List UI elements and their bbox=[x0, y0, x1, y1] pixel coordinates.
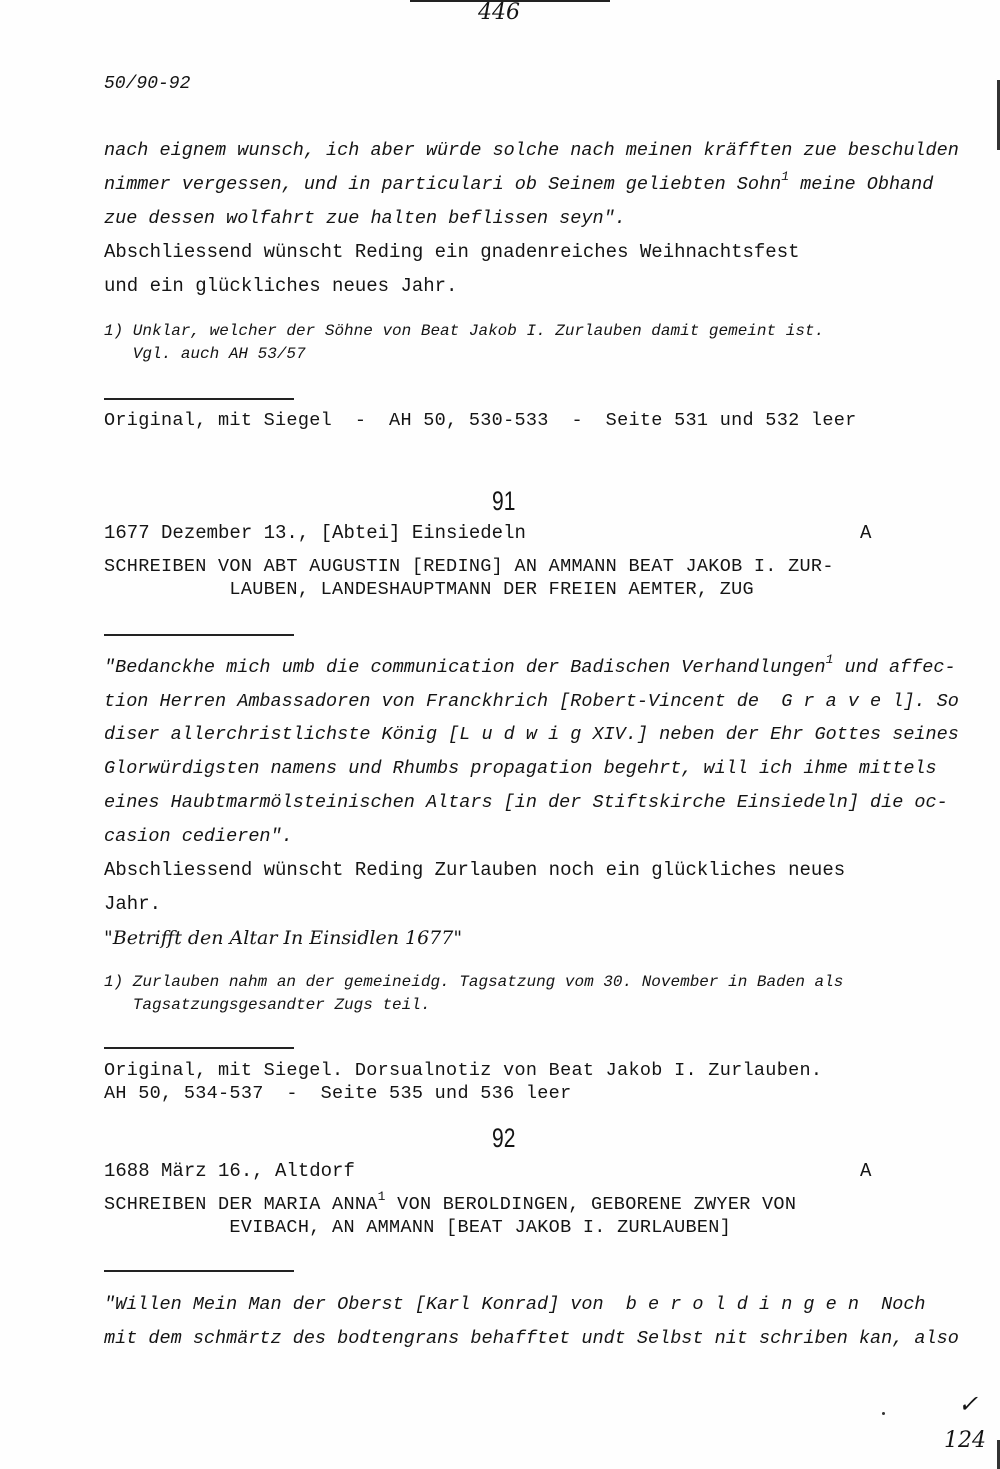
quote-line: casion cedieren". bbox=[104, 826, 293, 847]
footnote-marker: 1 bbox=[377, 1189, 386, 1204]
entry-number: 92 bbox=[492, 1123, 516, 1153]
entry-title-line: LAUBEN, LANDESHAUPTMANN DER FREIEN AEMTER, ZUG bbox=[104, 579, 754, 600]
summary-line: Abschliessend wünscht Reding ein gnadenreiches Weihnachtsfest bbox=[104, 241, 800, 263]
quote-line: "Bedanckhe mich umb die communication der Badischen Verhandlungen$^1$ und affec- bbox=[104, 652, 956, 678]
dorsual-note: "Betrifft den Altar In Einsidlen 1677" bbox=[104, 927, 463, 949]
quote-line: tion Herren Ambassadoren von Franckhrich [Robert-Vincent de G r a v e l]. So bbox=[104, 691, 959, 712]
quote-line: nimmer vergessen, und in particulari ob Seinem geliebten Sohn$^1$ meine Obhand bbox=[104, 169, 934, 195]
footnote-marker: 1 bbox=[781, 169, 790, 184]
ink-dot bbox=[882, 1412, 885, 1415]
entry-mark: A bbox=[860, 522, 872, 544]
handwritten-folio-number: 446 bbox=[478, 0, 520, 25]
summary-line: Abschliessend wünscht Reding Zurlauben noch ein glückliches neues bbox=[104, 859, 846, 881]
entry-title-line: SCHREIBEN DER MARIA ANNA$^1$ VON BEROLDINGEN, GEBORENE ZWYER VON bbox=[104, 1189, 797, 1215]
quote-line: nach eignem wunsch, ich aber würde solche nach meinen kräfften zue beschulden bbox=[104, 140, 959, 161]
source-note: AH 50, 534-537 - Seite 535 und 536 leer bbox=[104, 1083, 572, 1104]
footnote-line: Tagsatzungsgesandter Zugs teil. bbox=[104, 996, 431, 1014]
entry-date-line: 1677 Dezember 13., [Abtei] Einsiedeln bbox=[104, 522, 526, 544]
summary-line: Jahr. bbox=[104, 893, 162, 915]
source-note: Original, mit Siegel. Dorsualnotiz von Beat Jakob I. Zurlauben. bbox=[104, 1060, 823, 1081]
separator-rule bbox=[104, 398, 294, 400]
check-mark: ✓ bbox=[958, 1390, 979, 1418]
separator-rule bbox=[104, 1270, 294, 1272]
entry-title-line: EVIBACH, AN AMMANN [BEAT JAKOB I. ZURLAUBEN] bbox=[104, 1217, 732, 1238]
footnote-line: Vgl. auch AH 53/57 bbox=[104, 345, 306, 363]
quote-line: mit dem schmärtz des bodtengrans behafftet undt Selbst nit schriben kan, also bbox=[104, 1328, 959, 1349]
entry-number: 91 bbox=[492, 486, 516, 516]
separator-rule bbox=[104, 634, 294, 636]
quote-line: eines Haubtmarmölsteinischen Altars [in der Stiftskirche Einsiedeln] die oc- bbox=[104, 792, 948, 813]
entry-date-line: 1688 März 16., Altdorf bbox=[104, 1160, 355, 1182]
document-reference: 50/90-92 bbox=[104, 74, 191, 94]
summary-line: und ein glückliches neues Jahr. bbox=[104, 275, 458, 297]
handwritten-page-number: 124 bbox=[944, 1428, 986, 1453]
separator-rule bbox=[104, 1047, 294, 1049]
entry-mark: A bbox=[860, 1160, 872, 1182]
quote-line: "Willen Mein Man der Oberst [Karl Konrad] von b e r o l d i n g e n Noch bbox=[104, 1294, 926, 1315]
footnote-line: 1) Unklar, welcher der Söhne von Beat Jakob I. Zurlauben damit gemeint ist. bbox=[104, 322, 825, 340]
quote-line: zue dessen wolfahrt zue halten beflissen seyn". bbox=[104, 208, 626, 229]
footnote-line: 1) Zurlauben nahm an der gemeineidg. Tagsatzung vom 30. November in Baden als bbox=[104, 973, 844, 991]
quote-line: diser allerchristlichste König [L u d w i g XIV.] neben der Ehr Gottes seines bbox=[104, 724, 959, 745]
source-note: Original, mit Siegel - AH 50, 530-533 - Seite 531 und 532 leer bbox=[104, 410, 857, 431]
entry-title-line: SCHREIBEN VON ABT AUGUSTIN [REDING] AN AMMANN BEAT JAKOB I. ZUR- bbox=[104, 556, 834, 577]
footnote-marker: 1 bbox=[825, 652, 834, 667]
quote-line: Glorwürdigsten namens und Rhumbs propagation begehrt, will ich ihme mittels bbox=[104, 758, 937, 779]
